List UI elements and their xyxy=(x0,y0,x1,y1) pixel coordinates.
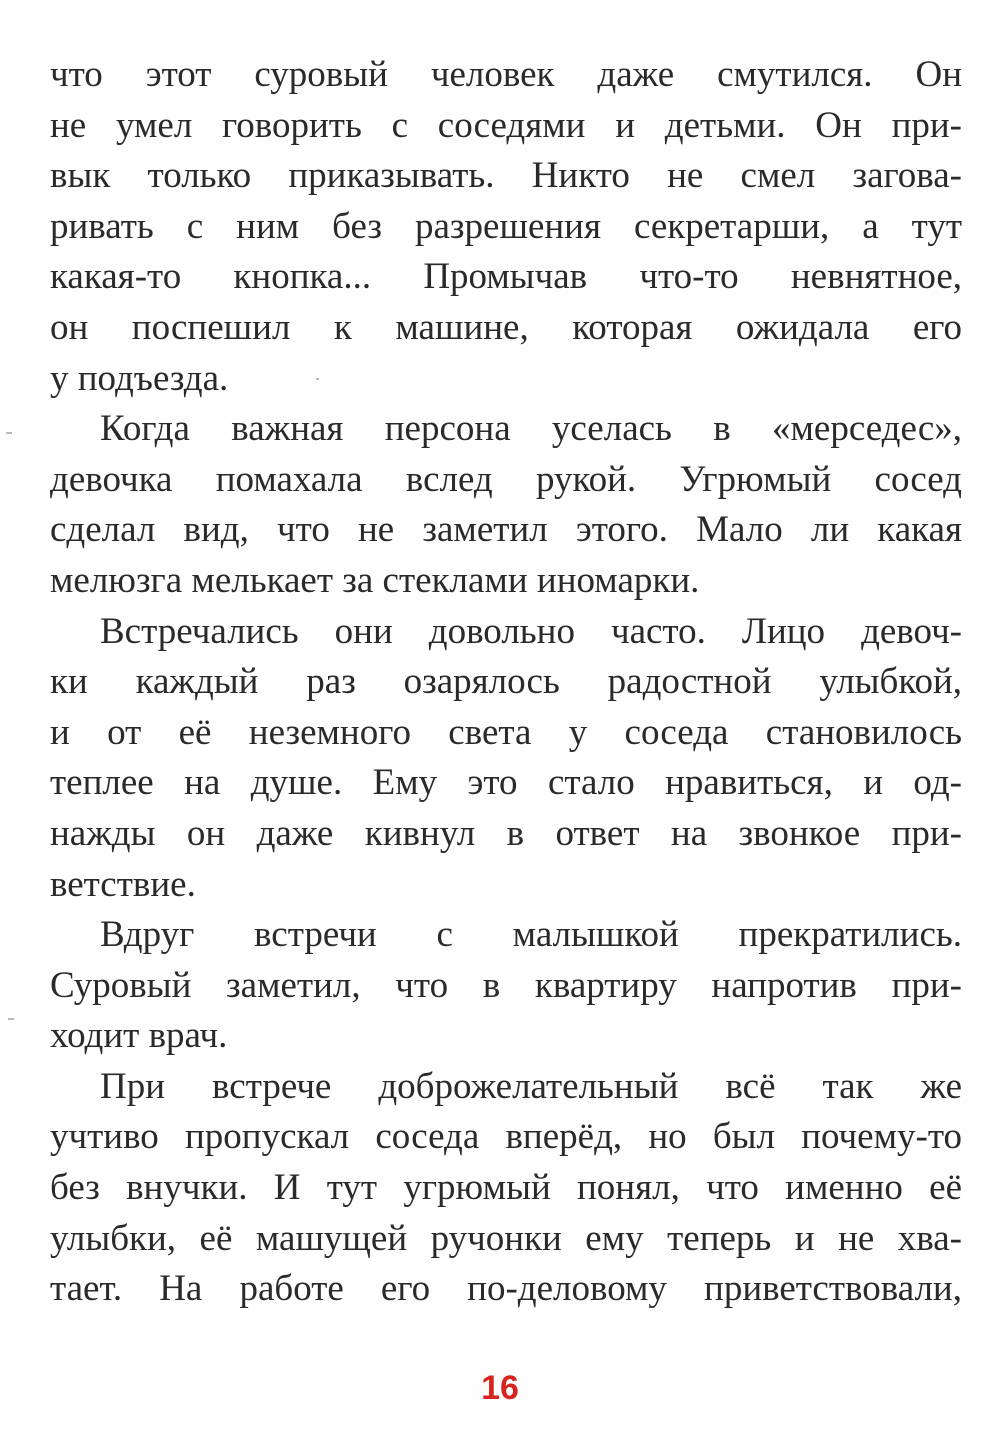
paragraph-1 xyxy=(50,50,962,404)
text-line: сделал вид, что не заметил этого. Мало ли какая xyxy=(50,509,962,551)
text-line: мелюзга мелькает за стеклами иномарки. xyxy=(50,559,700,601)
text-line: без внучки. И тут угрюмый понял, что именно её xyxy=(50,1167,962,1209)
scan-speck xyxy=(316,378,319,380)
paragraph-3 xyxy=(50,607,962,911)
text-line: ривать с ним без разрешения секретарши, а тут xyxy=(50,205,962,247)
text-line: Вдруг встречи с малышкой прекратились. xyxy=(100,914,962,956)
text-line: нажды он даже кивнул в ответ на звонкое при- xyxy=(50,812,962,854)
text-line: тает. На работе его по-деловому приветствовали, xyxy=(50,1268,962,1310)
paragraph-5 xyxy=(50,1062,962,1315)
page-number: 16 xyxy=(481,1369,519,1407)
text-line: Встречались они довольно часто. Лицо девоч- xyxy=(100,610,962,652)
scan-speck xyxy=(8,1018,14,1020)
scan-speck xyxy=(6,432,12,434)
text-line: ходит врач. xyxy=(50,1015,228,1057)
text-line: вык только приказывать. Никто не смел загова- xyxy=(50,155,962,197)
text-line: девочка помахала вслед рукой. Угрюмый сосед xyxy=(50,458,962,500)
text-line: что этот суровый человек даже смутился. Он xyxy=(50,54,962,95)
paragraph-2 xyxy=(50,404,962,606)
text-line: теплее на душе. Ему это стало нравиться, и од- xyxy=(50,762,962,804)
text-line: и от её неземного света у соседа становилось xyxy=(50,711,962,753)
text-line: Когда важная персона уселась в «мерседес», xyxy=(100,408,962,450)
text-line: он поспешил к машине, которая ожидала его xyxy=(50,306,962,348)
text-line: При встрече доброжелательный всё так же xyxy=(100,1065,962,1107)
body-text xyxy=(50,50,962,1315)
paragraph-4 xyxy=(50,910,962,1062)
text-line: Суровый заметил, что в квартиру напротив при- xyxy=(50,964,962,1006)
text-line: учтиво пропускал соседа вперёд, но был почему-то xyxy=(50,1116,962,1158)
text-line: улыбки, её машущей ручонки ему теперь и не хва- xyxy=(50,1217,962,1259)
text-line: ветствие. xyxy=(50,863,196,905)
text-line: ки каждый раз озарялось радостной улыбкой, xyxy=(50,661,962,703)
text-line: у подъезда. xyxy=(50,357,229,399)
text-line: какая-то кнопка... Промычав что-то невнятное, xyxy=(50,256,962,298)
text-line: не умел говорить с соседями и детьми. Он при- xyxy=(50,104,962,146)
